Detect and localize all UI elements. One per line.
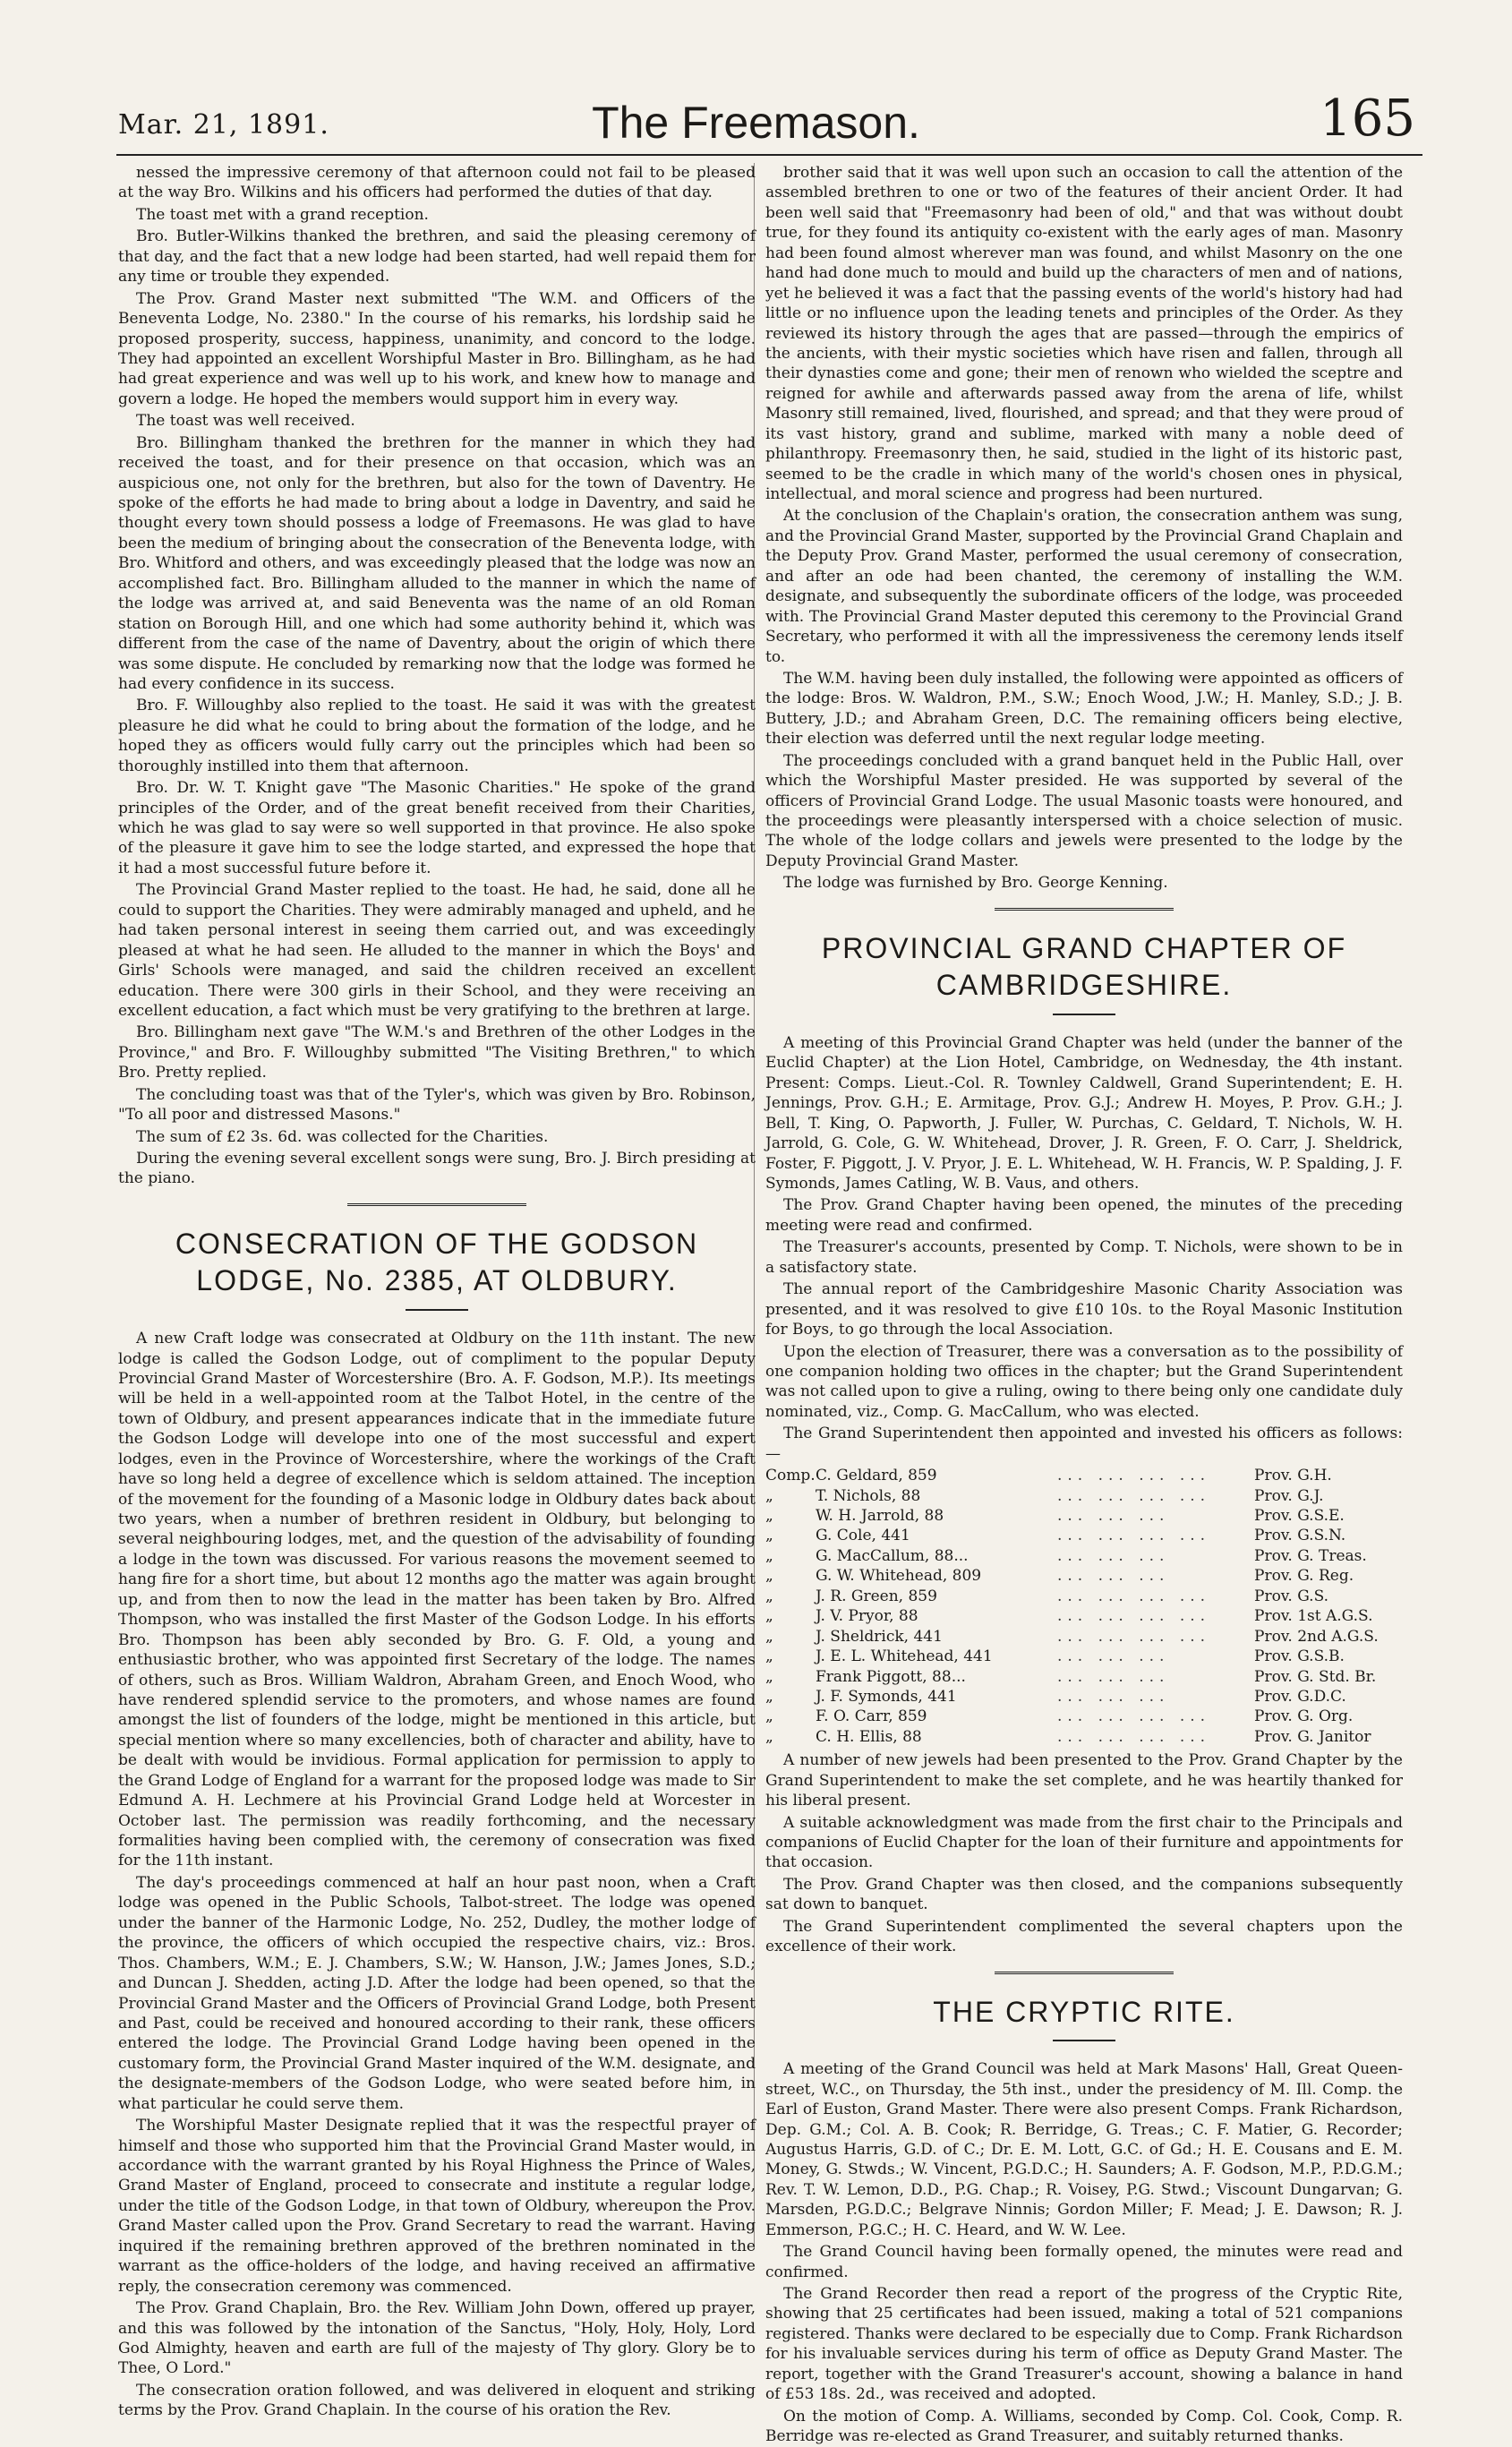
leader-dots: ... ... ... — [1057, 1546, 1170, 1565]
officer-prefix: „ — [765, 1527, 773, 1545]
section-rule — [995, 908, 1174, 911]
officer-office: Prov. G.S.B. — [1254, 1647, 1345, 1666]
section-rule — [995, 1972, 1174, 1974]
table-row — [765, 1687, 1403, 1707]
officer-office: Prov. G. Treas. — [1254, 1546, 1367, 1565]
officer-prefix: „ — [765, 1486, 773, 1505]
paragraph: A number of new jewels had been presented to the Prov. Grand Chapter by the Grand Superintendent to make the set complete, and he was heartily thanked for his liberal present. — [765, 1751, 1403, 1810]
table-row — [765, 1546, 1403, 1566]
officer-name: W. H. Jarrold, 88 — [816, 1507, 944, 1525]
cambridgeshire-heading: PROVINCIAL GRAND CHAPTER OF CAMBRIDGESHIRE. — [821, 931, 1347, 1002]
table-row — [765, 1667, 1403, 1687]
paragraph: On the motion of Comp. A. Williams, seconded by Comp. Col. Cook, Comp. R. Berridge was re-elected as Grand Treasurer, and suitably returned thanks. — [765, 2407, 1403, 2446]
officer-prefix: „ — [765, 1667, 773, 1686]
left-column — [118, 163, 756, 2420]
table-row — [765, 1606, 1403, 1626]
paragraph: A new Craft lodge was consecrated at Oldbury on the 11th instant. The new lodge is called the Godson Lodge, out of compliment to the popular Deputy Provincial Grand Master of Worcestershire (Bro. A. F. Godson, M.P.). Its meetings will be held in a well-appointed room at the Talbot Hotel, in the centre of the town of Oldbury, and present appearances indicate that in the immediate future the Godson Lodge will develope into one of the most successful and expert lodges, even in the Province of Worcestershire, where the workings of the Craft have so long held a degree of excellence which is seldom attained. The inception of the movement for the founding of a Masonic lodge in Oldbury dates back about two years, when a number of brethren resident in Oldbury, but belonging to several neighbouring lodges, met, and the question of the advisability of founding a lodge in the town was discussed. For various reasons the movement seemed to hang fire for a short time, but about 12 months ago the matter was again brought up, and from then to now the lead in the matter has been taken by Bro. Alfred Thompson, who was installed the first Master of the Godson Lodge. In his efforts Bro. Thompson has been ably seconded by Bro. G. F. Old, a young and enthusiastic brother, who was appointed first Secretary of the lodge. The names of others, such as Bros. William Waldron, Abraham Green, and Enoch Wood, who have rendered splendid service to the promoters, and whose names are found amongst the list of founders of the lodge, might be mentioned in this article, but special mention where so many excellencies, both of character and ability, have to be dealt with would be invidious. Formal application for permission to apply to the Grand Lodge of England for a warrant for the proposed lodge was made to Sir Edmund A. H. Lechmere at his Provincial Grand Lodge held at Worcester in October last. The permission was readily forthcoming, and the necessary formalities having been complied with, the ceremony of consecration was fixed for the 11th instant. — [118, 1330, 756, 1870]
page-number: 165 — [1320, 90, 1415, 148]
officer-prefix: „ — [765, 1507, 773, 1525]
officer-name: G. MacCallum, 88... — [816, 1546, 969, 1565]
officer-name: T. Nichols, 88 — [816, 1486, 921, 1505]
paragraph: nessed the impressive ceremony of that afternoon could not fail to be pleased at the way Bro. Wilkins and his officers had performed the duties of that day. — [118, 164, 756, 202]
paragraph: The Grand Superintendent then appointed and invested his officers as follows:— — [765, 1425, 1403, 1463]
officer-name: F. O. Carr, 859 — [816, 1707, 927, 1726]
table-row — [765, 1727, 1403, 1747]
paragraph: The Prov. Grand Master next submitted "The W.M. and Officers of the Beneventa Lodge, No. 2380." In the course of his remarks, his lordship said he proposed prosperity, success, happiness, unanimity, and concord to the lodge. They had appointed an excellent Worshipful Master in Bro. Billingham, as he had had great experience and was well up to his work, and knew how to manage and govern a lodge. He hoped the members would support him in every way. — [118, 289, 756, 408]
paragraph: The toast was well received. — [136, 412, 355, 431]
officer-office: Prov. G.H. — [1254, 1467, 1332, 1485]
officer-office: Prov. G. Janitor — [1254, 1727, 1371, 1746]
officer-name: J. E. L. Whitehead, 441 — [816, 1647, 993, 1666]
officer-office: Prov. G.S. — [1254, 1587, 1329, 1605]
officer-office: Prov. G.D.C. — [1254, 1687, 1346, 1706]
cryptic-rite-article — [765, 2059, 1403, 2446]
paragraph: A meeting of this Provincial Grand Chapter was held (under the banner of the Euclid Chapter) at the Lion Hotel, Cambridge, on Wednesday, the 4th instant. Present: Comps. Lieut.-Col. R. Townley Caldwell, Grand Superintendent; E. H. Jennings, Prov. G.H.; E. Armitage, Prov. G.J.; Andrew H. Moyes, P. Prov. G.H.; J. Bell, T. King, O. Papworth, J. Fuller, W. Purchas, C. Geldard, T. Nichols, W. H. Jarrold, G. Cole, G. W. Whitehead, Drover, J. R. Green, F. O. Carr, J. Sheldrick, Foster, F. Piggott, J. V. Pryor, J. E. L. Whitehead, W. H. Francis, W. P. Spalding, J. F. Symonds, James Catling, W. B. Vaus, and others. — [765, 1033, 1403, 1193]
section-rule — [406, 1309, 468, 1311]
paragraph: The sum of £2 3s. 6d. was collected for the Charities. — [136, 1127, 549, 1146]
paragraph: The toast met with a grand reception. — [136, 205, 429, 224]
officer-name: J. V. Pryor, 88 — [816, 1607, 918, 1626]
officer-office: Prov. G. Reg. — [1254, 1567, 1354, 1586]
leader-dots: ... ... ... — [1057, 1667, 1170, 1686]
paragraph: The consecration oration followed, and was delivered in eloquent and striking terms by the Prov. Grand Chaplain. In the course of his oration the Rev. — [118, 2381, 756, 2420]
table-row — [765, 1647, 1403, 1666]
officer-prefix: „ — [765, 1647, 773, 1666]
paragraph: The Grand Council having been formally opened, the minutes were read and confirmed. — [765, 2243, 1403, 2281]
leader-dots: ... ... ... ... — [1057, 1607, 1211, 1626]
officer-name: C. H. Ellis, 88 — [816, 1727, 922, 1746]
masthead-rule — [116, 154, 1422, 156]
table-row — [765, 1627, 1403, 1647]
paragraph: Bro. Billingham thanked the brethren for the manner in which they had received the toast, and for their presence on that occasion, which was an auspicious one, not only for the brethren, but also for the town of Daventry. He spoke of the efforts he had made to bring about a lodge in Daventry, and said he thought every town should possess a lodge of Freemasons. He was glad to have been the medium of bringing about the consecration of the Beneventa lodge, with Bro. Whitford and others, and was exceedingly pleased that the lodge was now an accomplished fact. Bro. Billingham alluded to the manner in which the name of the lodge was arrived at, and said Beneventa was the name of an old Roman station on Borough Hill, and one which had some authority behind it, which was different from the case of the name of Daventry, about the origin of which there was some dispute. He concluded by remarking now that the lodge was formed he had every confidence in its success. — [118, 433, 756, 693]
paragraph: The annual report of the Cambridgeshire Masonic Charity Association was presented, and it was resolved to give £10 10s. to the Royal Masonic Institution for Boys, to go through the local Association. — [765, 1280, 1403, 1339]
officer-office: Prov. G.S.N. — [1254, 1527, 1346, 1545]
officer-prefix: „ — [765, 1707, 773, 1726]
officer-office: Prov. 2nd A.G.S. — [1254, 1627, 1379, 1646]
paragraph: During the evening several excellent songs were sung, Bro. J. Birch presiding at the piano. — [118, 1150, 756, 1188]
paragraph: The Grand Superintendent complimented the several chapters upon the excellence of their work. — [765, 1917, 1403, 1956]
paragraph: The proceedings concluded with a grand banquet held in the Public Hall, over which the Worshipful Master presided. He was supported by several of the officers of Provincial Grand Lodge. The usual Masonic toasts were honoured, and the proceedings were pleasantly interspersed with a choice selection of music. The whole of the lodge collars and jewels were presented to the lodge by the Deputy Provincial Grand Master. — [765, 751, 1403, 870]
officer-prefix: Comp. — [765, 1467, 816, 1485]
cryptic-rite-heading: THE CRYPTIC RITE. — [933, 1995, 1235, 2028]
leader-dots: ... ... ... ... — [1057, 1587, 1211, 1605]
paragraph: Bro. Dr. W. T. Knight gave "The Masonic Charities." He spoke of the grand principles of the Order, and of the great benefit received from their Charities, which he was glad to say were so well supported in that province. He also spoke of the pleasure it gave him to see the lodge started, and expressed the hope that it had a most successful future before it. — [118, 779, 756, 877]
paragraph: The Worshipful Master Designate replied that it was the respectful prayer of himself and those who supported him that the Provincial Grand Master would, in accordance with the warrant granted by his Royal Highness the Prince of Wales, Grand Master of England, proceed to consecrate and institute a regular lodge, under the title of the Godson Lodge, in that town of Oldbury, whereupon the Prov. Grand Master called upon the Prov. Grand Secretary to read the warrant. Having inquired if the remaining brethren approved of the brethren nominated in the warrant as the office-holders of the lodge, and having received an affirmative reply, the consecration ceremony was commenced. — [118, 2117, 756, 2296]
paragraph: Bro. Billingham next gave "The W.M.'s and Brethren of the other Lodges in the Province," and Bro. F. Willoughby submitted "The Visiting Brethren," to which Bro. Pretty replied. — [118, 1023, 756, 1082]
right-column — [765, 163, 1403, 2446]
officer-name: G. W. Whitehead, 809 — [816, 1567, 982, 1586]
godson-lodge-heading: CONSECRATION OF THE GODSON LODGE, No. 2385, AT OLDBURY. — [175, 1227, 699, 1297]
leader-dots: ... ... ... ... — [1057, 1727, 1211, 1746]
paragraph: The lodge was furnished by Bro. George Kenning. — [783, 874, 1168, 893]
officer-prefix: „ — [765, 1727, 773, 1746]
paragraph: A suitable acknowledgment was made from the first chair to the Principals and companions of Euclid Chapter for the loan of their furniture and appointments for that occasion. — [765, 1813, 1403, 1872]
officer-prefix: „ — [765, 1687, 773, 1706]
leader-dots: ... ... ... ... — [1057, 1467, 1211, 1485]
leader-dots: ... ... ... ... — [1057, 1707, 1211, 1726]
table-row — [765, 1486, 1403, 1506]
toasts-continuation — [118, 163, 756, 1189]
officer-office: Prov. G.S.E. — [1254, 1507, 1345, 1525]
officer-prefix: „ — [765, 1627, 773, 1646]
officer-name: J. F. Symonds, 441 — [816, 1687, 957, 1706]
officer-prefix: „ — [765, 1546, 773, 1565]
officer-office: Prov. G.J. — [1254, 1486, 1324, 1505]
table-row — [765, 1566, 1403, 1586]
leader-dots: ... ... ... — [1057, 1647, 1170, 1666]
paragraph: The day's proceedings commenced at half an hour past noon, when a Craft lodge was opened in the Public Schools, Talbot-street. The lodge was opened under the banner of the Harmonic Lodge, No. 252, Dudley, the mother lodge of the province, the officers of which occupied the respective chairs, viz.: Bros. Thos. Chambers, W.M.; E. J. Chambers, S.W.; W. Hanson, J.W.; James Jones, S.D.; and Duncan J. Shedden, acting J.D. After the lodge had been opened, so that the Provincial Grand Master and the Officers of Provincial Grand Lodge, both Present and Past, could be received and honoured according to their rank, these officers entered the lodge. The Provincial Grand Lodge having been opened in the customary form, the Provincial Grand Master inquired of the W.M. designate, and the designate-members of the Godson Lodge, who were seated before him, in what particular he could serve them. — [118, 1873, 756, 2113]
officer-prefix: „ — [765, 1587, 773, 1605]
leader-dots: ... ... ... — [1057, 1507, 1170, 1525]
officer-prefix: „ — [765, 1567, 773, 1586]
cambridgeshire-article — [765, 1033, 1403, 1957]
paragraph: brother said that it was well upon such an occasion to call the attention of the assembled brethren to one or two of the features of their ancient Order. It had been well said that "Freemasonry had been of old," and that was without doubt true, for they found its antiquity co-existent with the early ages of man. Masonry had been found almost wherever man was found, and whilst Masonry on the one hand had done much to mould and build up the characters of men and of nations, yet he believed it was a fact that the passing events of the world's history had had little or no influence upon the leading tenets and principles of the Order. As they reviewed its history through the ages that are passed—through the empirics of the ancients, with their mystic societies which have risen and fallen, through all their dynasties come and gone; their men of renown who wielded the sceptre and reigned for awhile and afterwards passed away from the arena of life, whilst Masonry still remained, lived, flourished, and spread; and that they were proud of its vast history, grand and sublime, marked with many a noble deed of philanthropy. Freemasonry then, he said, studied in the light of its historic past, seemed to be the cradle in which many of the world's chosen ones in physical, intellectual, and moral science and progress had been nurtured. — [765, 164, 1403, 503]
paragraph: The W.M. having been duly installed, the following were appointed as officers of the lodge: Bros. W. Waldron, P.M., S.W.; Enoch Wood, J.W.; H. Manley, S.D.; J. B. Buttery, J.D.; and Abraham Green, D.C. The remaining officers being elective, their election was deferred until the next regular lodge meeting. — [765, 669, 1403, 749]
table-row — [765, 1707, 1403, 1726]
newspaper-title: The Freemason. — [592, 98, 920, 148]
officer-name: Frank Piggott, 88... — [816, 1667, 966, 1686]
section-rule — [347, 1203, 526, 1206]
paragraph: The Prov. Grand Chaplain, Bro. the Rev. William John Down, offered up prayer, and this was followed by the intonation of the Sanctus, "Holy, Holy, Holy, Lord God Almighty, heaven and earth are full of the majesty of Thy glory. Glory be to Thee, O Lord." — [118, 2299, 756, 2378]
paragraph: The Prov. Grand Chapter having been opened, the minutes of the preceding meeting were read and confirmed. — [765, 1196, 1403, 1235]
leader-dots: ... ... ... ... — [1057, 1527, 1211, 1545]
paragraph: The Treasurer's accounts, presented by Comp. T. Nichols, were shown to be in a satisfactory state. — [765, 1238, 1403, 1277]
godson-lodge-article — [118, 1329, 756, 2421]
officer-office: Prov. G. Std. Br. — [1254, 1667, 1377, 1686]
issue-date: Mar. 21, 1891. — [118, 109, 329, 141]
paragraph: At the conclusion of the Chaplain's oration, the consecration anthem was sung, and the Provincial Grand Master, supported by the Provincial Grand Chaplain and the Deputy Prov. Grand Master, performed the usual ceremony of consecration, and after an ode had been chanted, the ceremony of installing the W.M. designate, and subsequently the subordinate officers of the lodge, was proceeded with. The Provincial Grand Master deputed this ceremony to the Provincial Grand Secretary, who performed it with all the impressiveness the ceremony lends itself to. — [765, 507, 1403, 666]
paragraph: A meeting of the Grand Council was held at Mark Masons' Hall, Great Queen-street, W.C., on Thursday, the 5th inst., under the presidency of M. Ill. Comp. the Earl of Euston, Grand Master. There were also present Comps. Frank Richardson, Dep. G.M.; Col. A. B. Cook; R. Berridge, G. Treas.; C. F. Matier, G. Recorder; Augustus Harris, G.D. of C.; Dr. E. M. Lott, G.C. of Gd.; H. E. Cousans and E. M. Money, G. Stwds.; W. Vincent, P.G.D.C.; H. Saunders; A. F. Godson, M.P., P.D.G.M.; Rev. T. W. Lemon, D.D., P.G. Chap.; R. Voisey, P.G. Stwd.; Viscount Dungarvan; G. Marsden, P.G.D.C.; Belgrave Ninnis; Gordon Miller; F. Mead; J. E. Dawson; R. J. Emmerson, P.G.C.; H. C. Heard, and W. W. Lee. — [765, 2060, 1403, 2239]
table-row — [765, 1587, 1403, 1606]
officer-office: Prov. 1st A.G.S. — [1254, 1607, 1373, 1626]
paragraph: The Grand Recorder then read a report of the progress of the Cryptic Rite, showing that 25 certificates had been issued, making a total of 521 companions registered. Thanks were declared to be especially due to Comp. Frank Richardson for his invaluable services during his term of office as Deputy Grand Master. The report, together with the Grand Treasurer's account, showing a balance in hand of £53 18s. 2d., was received and adopted. — [765, 2285, 1403, 2404]
paragraph: The concluding toast was that of the Tyler's, which was given by Bro. Robinson, "To all poor and distressed Masons." — [118, 1085, 756, 1125]
officers-table — [765, 1466, 1403, 1747]
paragraph: The Provincial Grand Master replied to the toast. He had, he said, done all he could to support the Charities. They were admirably managed and upheld, and he had taken personal interest in seeing them carried out, and was exceedingly pleased at what he had seen. He alluded to the manner in which the Boys' and Girls' Schools were managed, and said the children received an excellent education. There were 300 girls in their School, and they were receiving an excellent education, a fact which must be very gratifying to the brethren at large. — [118, 881, 756, 1020]
masthead — [0, 0, 1512, 179]
officer-office: Prov. G. Org. — [1254, 1707, 1354, 1726]
leader-dots: ... ... ... ... — [1057, 1486, 1211, 1505]
paragraph: Upon the election of Treasurer, there was a conversation as to the possibility of one companion holding two offices in the chapter; but the Grand Superintendent was not called upon to give a ruling, owing to there being only one candidate duly nominated, viz., Comp. G. MacCallum, who was elected. — [765, 1342, 1403, 1421]
godson-lodge-continuation — [765, 163, 1403, 894]
officer-name: J. Sheldrick, 441 — [816, 1627, 943, 1646]
table-row — [765, 1506, 1403, 1526]
officer-prefix: „ — [765, 1607, 773, 1626]
officer-name: C. Geldard, 859 — [816, 1467, 937, 1485]
table-row — [765, 1466, 1403, 1485]
paragraph: Bro. F. Willoughby also replied to the toast. He said it was with the greatest pleasure he did what he could to bring about the formation of the lodge, and he hoped they as officers would fully carry out the principles which had been so thoroughly instilled into them that afternoon. — [118, 697, 756, 775]
section-rule — [1053, 1014, 1115, 1015]
officer-name: J. R. Green, 859 — [816, 1587, 937, 1605]
officer-name: G. Cole, 441 — [816, 1527, 910, 1545]
leader-dots: ... ... ... ... — [1057, 1627, 1211, 1646]
leader-dots: ... ... ... — [1057, 1687, 1170, 1706]
table-row — [765, 1526, 1403, 1545]
paragraph: The Prov. Grand Chapter was then closed, and the companions subsequently sat down to banquet. — [765, 1875, 1403, 1914]
paragraph: Bro. Butler-Wilkins thanked the brethren, and said the pleasing ceremony of that day, and the fact that a new lodge had been started, had well repaid them for any time or trouble they expended. — [118, 227, 756, 287]
section-rule — [1053, 2040, 1115, 2041]
leader-dots: ... ... ... — [1057, 1567, 1170, 1586]
